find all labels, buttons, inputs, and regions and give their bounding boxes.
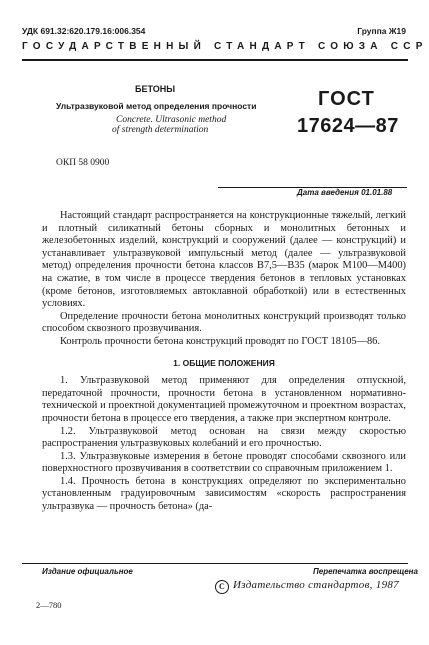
document-subtitle: Ультразвуковой метод определения прочности bbox=[56, 101, 257, 111]
page-number: 2—780 bbox=[36, 600, 62, 610]
document-body bbox=[42, 210, 406, 514]
okp-code: ОКП 58 0900 bbox=[56, 158, 110, 168]
footer-rule bbox=[22, 563, 408, 564]
standard-title: ГОСУДАРСТВЕННЫЙ СТАНДАРТ СОЮЗА ССР bbox=[22, 41, 428, 52]
group-code: Группа Ж19 bbox=[357, 26, 406, 36]
paragraph-monolithic: Определение прочности бетона монолитных конструкций производят только способом сквозного прозвучивания. bbox=[42, 310, 406, 335]
copyright-icon: С bbox=[215, 580, 229, 594]
edition-note: Издание официальное bbox=[42, 567, 133, 576]
gost-number: 17624—87 bbox=[297, 115, 399, 137]
paragraph-1-1: 1. Ультразвуковой метод применяют для определения отпускной, передаточной прочности, прочности бетона в установленном нормативно-технической и проектной документацией промежуточном и проектном возрастах, прочности бетона в процессе его твердения, а также при экспертном контроле. bbox=[42, 375, 406, 424]
reprint-note: Перепечатка воспрещена bbox=[313, 567, 418, 576]
paragraph-scope: Настоящий стандарт распространяется на конструкционные тяжелый, легкий и плотный силикатный бетоны сборных и монолитных бетонных и железобетонных изделий, конструкций и сооружений (далее — конструкций) и устанавливает ультразвуковой импульсный метод (далее — ультразвуковой метод) определения прочности бетона классов B7,5—B35 (марок M100—M400) на сжатие, в том числе в процессе твердения бетонов в тепловых установках (кроме бетонов, изготовляемых автоклавной обработкой) или в естественных условиях. bbox=[42, 210, 406, 310]
paragraph-control: Контроль прочности бетона конструкций проводят по ГОСТ 18105—86. bbox=[60, 335, 380, 347]
udk-code: УДК 691.32:620.179.16:006.354 bbox=[22, 26, 146, 36]
paragraph-1-2: 1.2. Ультразвуковой метод основан на связи между скоростью распространения ультразвуковых колебаний и его прочностью. bbox=[42, 425, 406, 450]
paragraph-1-4: 1.4. Прочность бетона в конструкциях определяют по экспериментально установленным градуировочным зависимостям «скорость распространения ультразвука — прочность бетона» (да- bbox=[42, 475, 406, 513]
copyright-line bbox=[215, 579, 399, 594]
english-title-line-2: of strength determination bbox=[112, 125, 209, 135]
english-title-line-1: Concrete. Ultrasonic method bbox=[116, 115, 227, 125]
document-title: БЕТОНЫ bbox=[135, 84, 176, 94]
paragraph-1-3: 1.3. Ультразвуковые измерения в бетоне проводят способами сквозного или поверхностного прозвучивания в соответствии со справочным приложением 1. bbox=[42, 450, 406, 475]
section-heading: 1. ОБЩИЕ ПОЛОЖЕНИЯ bbox=[173, 357, 275, 368]
copyright-text: Издательство стандартов, 1987 bbox=[233, 579, 399, 591]
gost-label: ГОСТ bbox=[318, 88, 375, 110]
introduction-date: Дата введения 01.01.88 bbox=[297, 188, 393, 197]
header-rule bbox=[22, 59, 408, 61]
